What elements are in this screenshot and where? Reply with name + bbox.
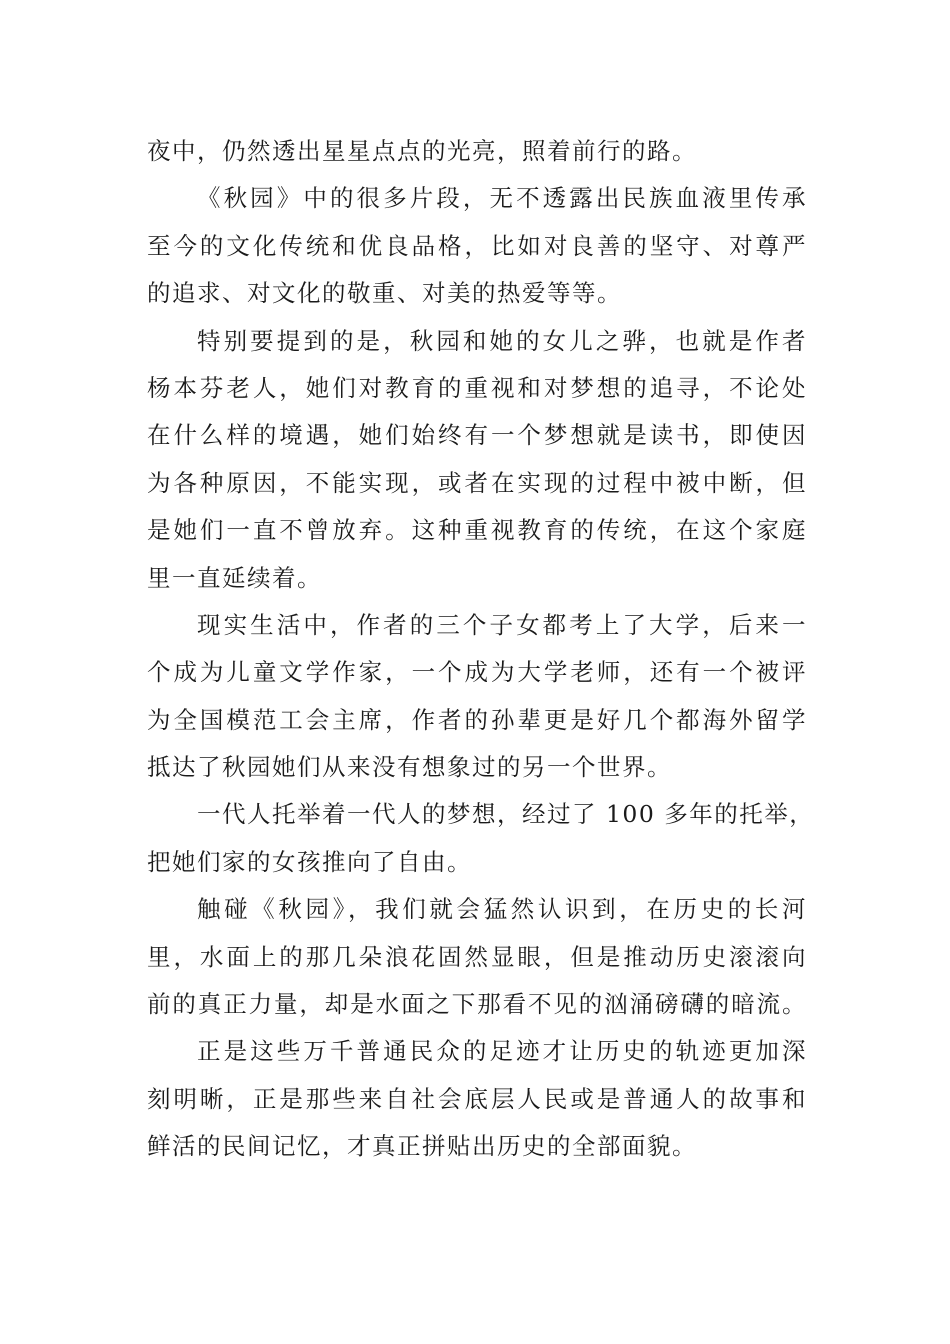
- paragraph: [147, 791, 815, 886]
- text-line: 里一直延续着。: [147, 563, 322, 592]
- text-line: 里，水面上的那几朵浪花固然显眼，但是推动历史滚滚向: [147, 942, 807, 971]
- paragraph: [147, 318, 807, 602]
- paragraph: [147, 886, 807, 1028]
- text-line: 抵达了秋园她们从来没有想象过的另一个世界。: [147, 753, 672, 782]
- text-line: 杨本芬老人，她们对教育的重视和对梦想的追寻，不论处: [147, 373, 807, 402]
- text-line: 为全国模范工会主席，作者的孙辈更是好几个都海外留学: [147, 705, 807, 734]
- paragraph: [147, 128, 807, 175]
- text-line: 是她们一直不曾放弃。这种重视教育的传统，在这个家庭: [147, 516, 807, 545]
- text-line: 把她们家的女孩推向了自由。: [147, 847, 472, 876]
- text-line: 在什么样的境遇，她们始终有一个梦想就是读书，即使因: [147, 421, 807, 450]
- text-line: 特别要提到的是，秋园和她的女儿之骅，也就是作者: [197, 326, 807, 355]
- paragraph: [147, 602, 807, 792]
- text-line: 一代人托举着一代人的梦想，经过了 100 多年的托举，: [197, 800, 815, 829]
- text-line: 至今的文化传统和优良品格，比如对良善的坚守、对尊严: [147, 231, 807, 260]
- text-line: 刻明晰，正是那些来自社会底层人民或是普通人的故事和: [147, 1084, 807, 1113]
- body-text: [147, 128, 815, 1171]
- paragraph: [147, 1028, 807, 1170]
- text-line: 鲜活的民间记忆，才真正拼贴出历史的全部面貌。: [147, 1132, 697, 1161]
- text-line: 为各种原因，不能实现，或者在实现的过程中被中断，但: [147, 468, 807, 497]
- text-line: 触碰《秋园》，我们就会猛然认识到，在历史的长河: [197, 895, 807, 924]
- text-line: 个成为儿童文学作家，一个成为大学老师，还有一个被评: [147, 658, 807, 687]
- text-line: 《秋园》中的很多片段，无不透露出民族血液里传承: [197, 184, 807, 213]
- text-line: 前的真正力量，却是水面之下那看不见的汹涌磅礴的暗流。: [147, 990, 807, 1019]
- text-line: 的追求、对文化的敬重、对美的热爱等等。: [147, 279, 622, 308]
- paragraph: [147, 175, 807, 317]
- text-line: 现实生活中，作者的三个子女都考上了大学，后来一: [197, 610, 807, 639]
- text-line: 夜中，仍然透出星星点点的光亮，照着前行的路。: [147, 137, 697, 165]
- text-line: 正是这些万千普通民众的足迹才让历史的轨迹更加深: [197, 1037, 807, 1066]
